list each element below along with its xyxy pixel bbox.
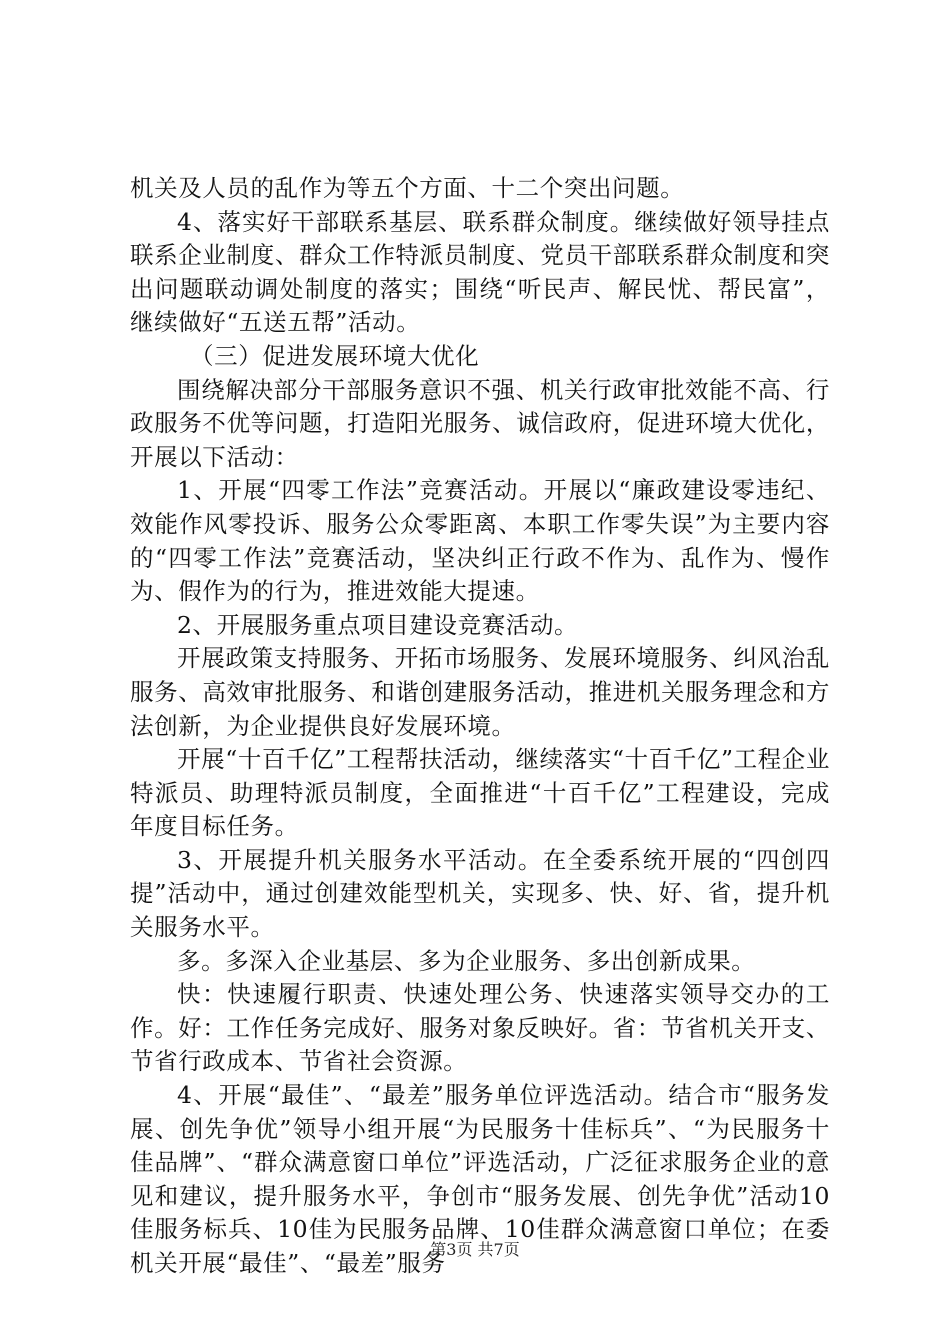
paragraph-item-3-service-level: 3、开展提升机关服务水平活动。在全委系统开展的“四创四提”活动中，通过创建效能型机关，实现多、快、好、省，提升机关服务水平。 xyxy=(130,845,830,942)
paragraph-policy-services: 开展政策支持服务、开拓市场服务、发展环境服务、纠风治乱服务、高效审批服务、和谐创建服务活动，推进机关服务理念和方法创新，为企业提供良好发展环境。 xyxy=(130,644,830,740)
paragraph-continuation: 机关及人员的乱作为等五个方面、十二个突出问题。 xyxy=(130,174,685,202)
page-number-footer: 第3页 共7页 xyxy=(430,1240,520,1259)
paragraph-item-4-contact: 4、落实好干部联系基层、联系群众制度。继续做好领导挂点联系企业制度、群众工作特派员制度、党员干部联系群众制度和突出问题联动调处制度的落实；围绕“听民声、解民忧、帮民富”，继续做好“五送五帮”活动。 xyxy=(130,207,830,337)
paragraph-item-2-key-projects: 2、开展服务重点项目建设竞赛活动。 xyxy=(177,610,579,639)
paragraph-duo: 多。多深入企业基层、多为企业服务、多出创新成果。 xyxy=(177,946,756,975)
paragraph-item-1-four-zero: 1、开展“四零工作法”竞赛活动。开展以“廉政建设零违纪、效能作风零投诉、服务公众零距离、本职工作零失误”为主要内容的“四零工作法”竞赛活动，坚决纠正行政不作为、乱作为、慢作为、假作为的行为，推进效能大提速。 xyxy=(130,476,830,606)
document-body xyxy=(130,172,830,1281)
paragraph-shibaiqianyi: 开展“十百千亿”工程帮扶活动，继续落实“十百千亿”工程企业特派员、助理特派员制度，全面推进“十百千亿”工程建设，完成年度目标任务。 xyxy=(130,745,830,841)
paragraph-section-intro: 围绕解决部分干部服务意识不强、机关行政审批效能不高、行政服务不优等问题，打造阳光服务、诚信政府，促进环境大优化，开展以下活动： xyxy=(130,375,830,471)
section-heading-3: （三）促进发展环境大优化 xyxy=(190,341,480,370)
paragraph-item-4-best-worst: 4、开展“最佳”、“最差”服务单位评选活动。结合市“服务发展、创先争优”领导小组开展“为民服务十佳标兵”、“为民服务十佳品牌”、“群众满意窗口单位”评选活动，广泛征求服务企业的意见和建议，提升服务水平，争创市“服务发展、创先争优”活动10佳服务标兵、10佳为民服务品牌、10佳群众满意窗口单位；在委机关开展“最佳”、“最差”服务 xyxy=(130,1081,830,1277)
paragraph-kuai-hao-sheng: 快：快速履行职责、快速处理公务、快速落实领导交办的工作。好：工作任务完成好、服务对象反映好。省：节省机关开支、节省行政成本、节省社会资源。 xyxy=(130,980,830,1076)
